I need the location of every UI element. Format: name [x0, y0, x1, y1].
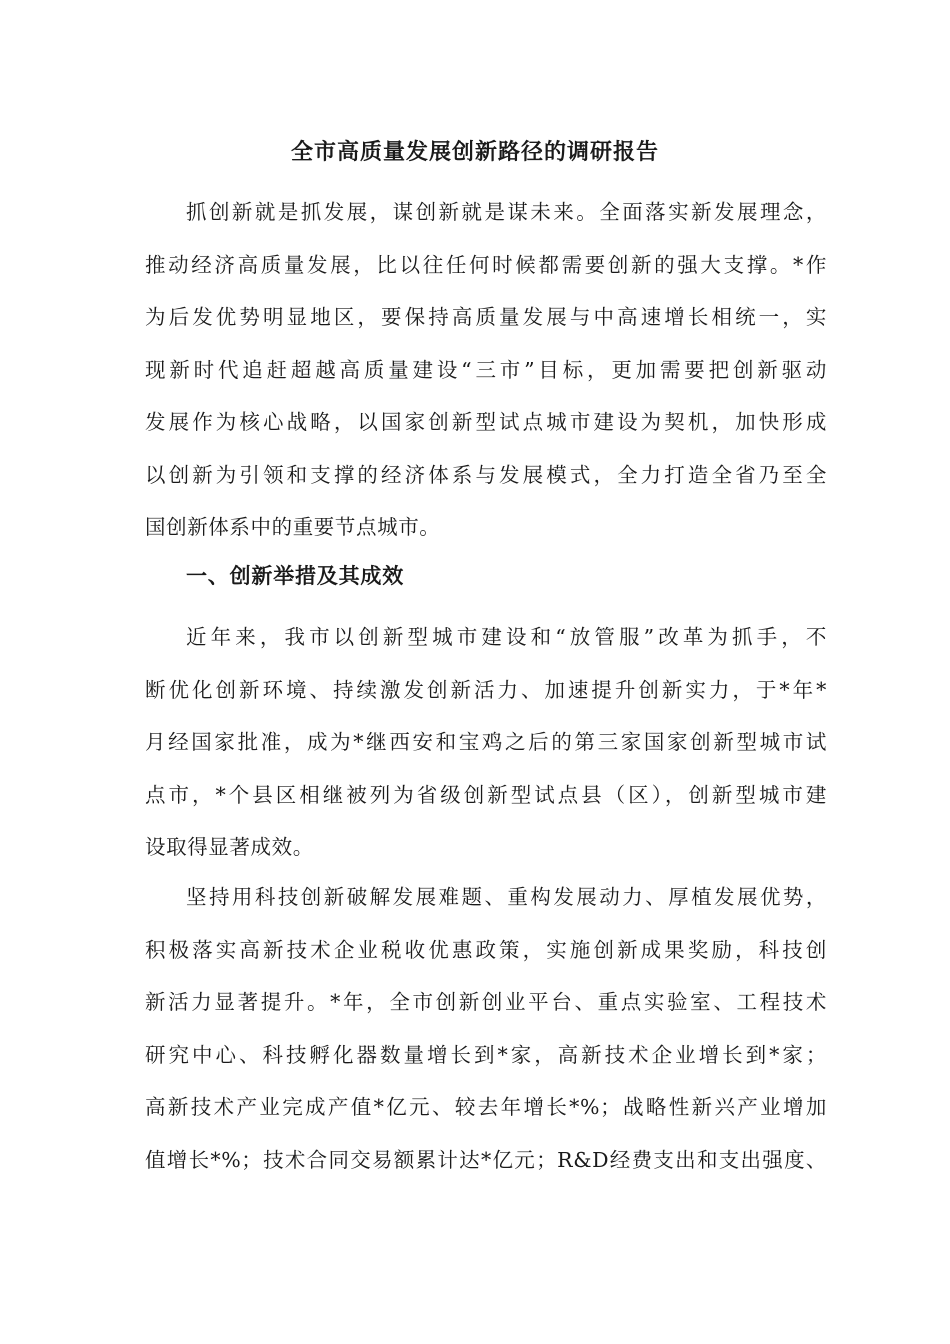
paragraph-line: 国创新体系中的重要节点城市。 [145, 515, 441, 539]
paragraph-line: 坚持用科技创新破解发展难题、重构发展动力、厚植发展优势， [186, 885, 827, 909]
paragraph-line: 研究中心、科技孵化器数量增长到*家，高新技术企业增长到*家； [145, 1042, 827, 1067]
paragraph-line: 月经国家批准，成为*继西安和宝鸡之后的第三家国家创新型城市试 [145, 730, 827, 754]
paragraph-line: 为后发优势明显地区，要保持高质量发展与中高速增长相统一，实 [145, 305, 827, 329]
paragraph-line: 新活力显著提升。*年，全市创新创业平台、重点实验室、工程技术 [145, 990, 827, 1014]
paragraph-line: 以创新为引领和支撑的经济体系与发展模式，全力打造全省乃至全 [145, 462, 827, 487]
paragraph-line: 断优化创新环境、持续激发创新活力、加速提升创新实力，于*年* [145, 677, 827, 702]
paragraph-line: 推动经济高质量发展，比以往任何时候都需要创新的强大支撑。*作 [145, 252, 827, 277]
paragraph-line: 设取得显著成效。 [145, 835, 314, 859]
paragraph-line: 现新时代追赶超越高质量建设“三市”目标，更加需要把创新驱动 [145, 357, 827, 382]
paragraph-line: 值增长*%；技术合同交易额累计达*亿元；R&D经费支出和支出强度、 [145, 1147, 827, 1172]
section-paragraph [145, 611, 827, 874]
section-heading: 一、创新举措及其成效 [186, 563, 404, 588]
paragraph-line: 抓创新就是抓发展，谋创新就是谋未来。全面落实新发展理念， [186, 200, 827, 224]
section-paragraph [145, 871, 827, 1186]
document-title: 全市高质量发展创新路径的调研报告 [290, 139, 659, 165]
paragraph-line: 发展作为核心战略，以国家创新型试点城市建设为契机，加快形成 [145, 410, 827, 434]
intro-paragraph [145, 186, 827, 554]
paragraph-line: 近年来，我市以创新型城市建设和“放管服”改革为抓手，不 [186, 625, 827, 649]
paragraph-line: 点市，*个县区相继被列为省级创新型试点县（区），创新型城市建 [145, 782, 827, 807]
paragraph-line: 积极落实高新技术企业税收优惠政策，实施创新成果奖励，科技创 [145, 937, 827, 962]
paragraph-line: 高新技术产业完成产值*亿元、较去年增长*%；战略性新兴产业增加 [145, 1095, 827, 1119]
